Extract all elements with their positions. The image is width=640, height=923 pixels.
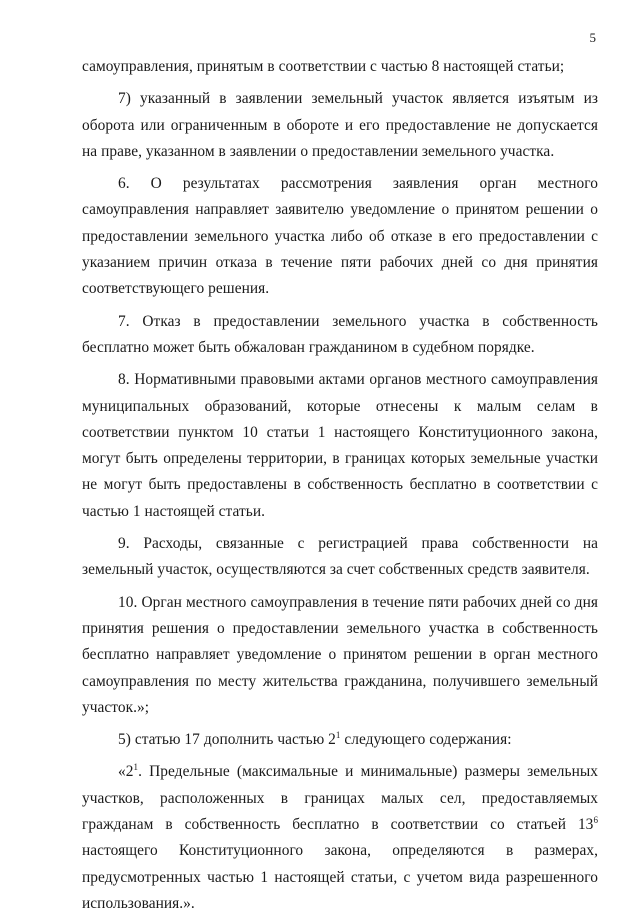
paragraph-part-9: 9. Расходы, связанные с регистрацией права собственности на земельный участок, осуществляются за счет собственных средств заявителя.: [82, 535, 598, 579]
paragraph-item-7: 7) указанный в заявлении земельный участок является изъятым из оборота или ограниченным в обороте и его предоставление не допускается на праве, указанном в заявлении о предоставлении земельного участка.: [82, 90, 598, 160]
paragraph-part-8: 8. Нормативными правовыми актами органов местного самоуправления муниципальных образований, которые отнесены к малым селам в соответствии пунктом 10 статьи 1 настоящего Конституционного закона, могут быть определены территории, в границах которых земельные участки не могут быть предоставлены в собственность бесплатно в соответствии с частью 1 настоящей статьи.: [82, 371, 598, 520]
paragraph-amendment-5: [82, 727, 598, 753]
superscript-1: 1: [335, 730, 341, 740]
paragraph-part-2-1: [82, 759, 598, 917]
paragraph-part-7: 7. Отказ в предоставлении земельного участка в собственность бесплатно может быть обжалован гражданином в судебном порядке.: [82, 312, 598, 356]
part-2-1-tail: настоящего Конституционного закона, определяются в размерах, предусмотренных частью 1 настоящей статьи, с учетом вида разрешенного использования.».: [82, 842, 598, 912]
document-body: [82, 54, 598, 923]
amendment-5-tail: следующего содержания:: [340, 731, 512, 749]
paragraph-part-6: 6. О результатах рассмотрения заявления орган местного самоуправления направляет заявителю уведомление о принятом решении о предоставлении земельного участка либо об отказе в его предоставлении с указанием причин отказа в течение пяти рабочих дней со дня принятия соответствующего решения.: [82, 175, 598, 298]
superscript-1: 1: [133, 762, 139, 773]
superscript-6: 6: [593, 814, 598, 825]
amendment-5-text: 5) статью 17 дополнить частью 2: [118, 731, 336, 749]
paragraph-continuation: самоуправления, принятым в соответствии с частью 8 настоящей статьи;: [82, 58, 565, 75]
page-number: 5: [589, 30, 596, 45]
paragraph-part-10: 10. Орган местного самоуправления в течение пяти рабочих дней со дня принятия решения о предоставлении земельного участка в собственность бесплатно направляет уведомление о принятом решении в орган местного самоуправления по месту жительства гражданина, получившего земельный участок.»;: [82, 593, 598, 716]
part-2-1-open: «2: [118, 763, 134, 781]
part-2-1-text: . Предельные (максимальные и минимальные) размеры земельных участков, расположенных в границах малых сел, предоставляемых гражданам в собственность бесплатно в соответствии со статьей 13: [82, 763, 598, 834]
